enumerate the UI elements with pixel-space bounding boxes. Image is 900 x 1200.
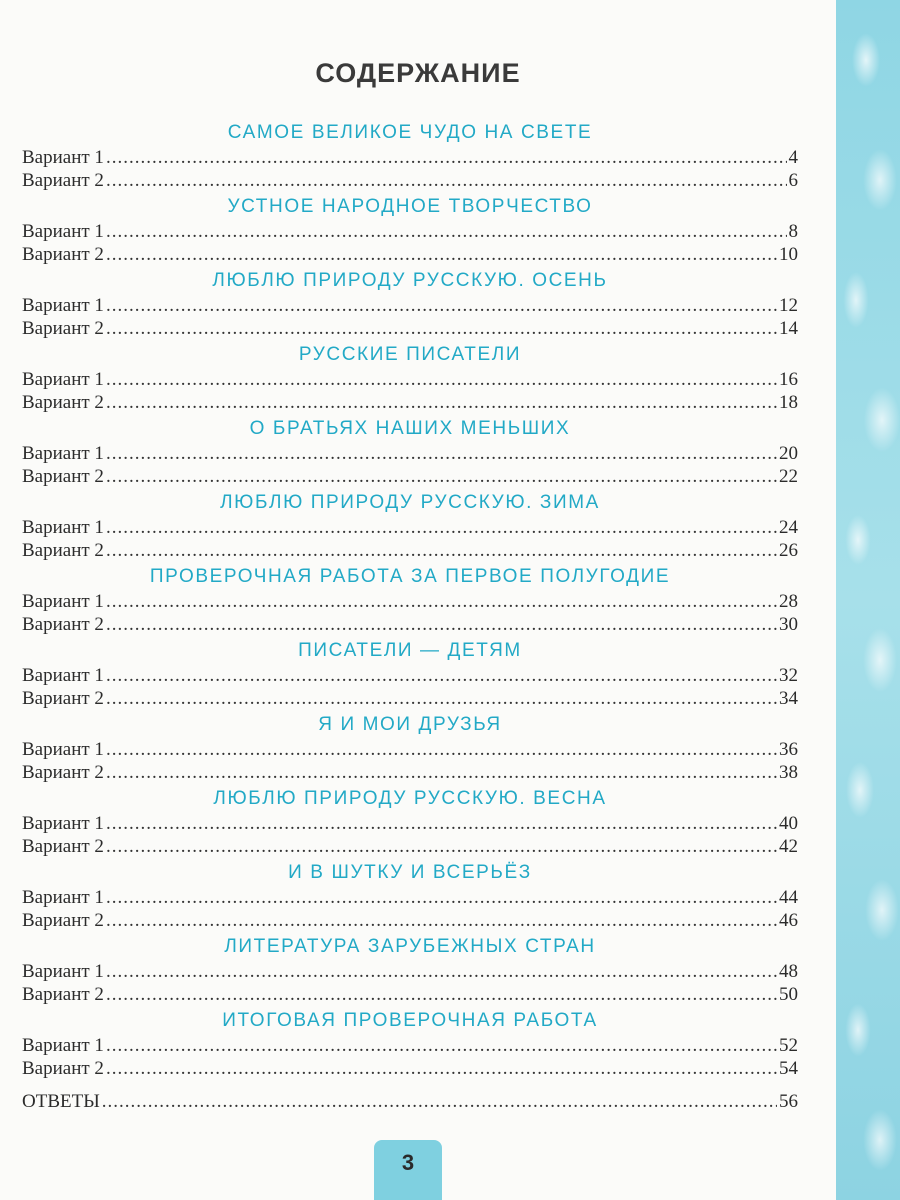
toc-entry-page: 18	[779, 392, 798, 413]
toc-entry-page: 26	[779, 540, 798, 561]
toc-entry-page: 16	[779, 369, 798, 390]
toc-entry[interactable]	[22, 960, 798, 983]
toc-entry-label: Вариант 1	[22, 221, 104, 242]
dot-leader	[106, 886, 777, 909]
dot-leader	[106, 664, 777, 687]
section-heading: САМОЕ ВЕЛИКОЕ ЧУДО НА СВЕТЕ	[227, 122, 593, 143]
toc-entry-label: Вариант 1	[22, 665, 104, 686]
toc-entry-page: 32	[779, 665, 798, 686]
toc-entry-label: Вариант 1	[22, 1035, 104, 1056]
toc-entry-page: 52	[779, 1035, 798, 1056]
toc-entry-label: Вариант 1	[22, 443, 104, 464]
dot-leader	[106, 761, 777, 784]
toc-entry-label: Вариант 1	[22, 517, 104, 538]
toc-entry-page: 12	[779, 295, 798, 316]
toc-entry[interactable]	[22, 442, 798, 465]
dot-leader	[106, 539, 777, 562]
dot-leader	[106, 169, 787, 192]
toc-entry-page: 22	[779, 466, 798, 487]
toc-entry-label: Вариант 2	[22, 392, 104, 413]
toc-entry-label: Вариант 1	[22, 591, 104, 612]
answers-page: 56	[779, 1091, 798, 1112]
toc-entry[interactable]	[22, 983, 798, 1006]
section-heading: И В ШУТКУ И ВСЕРЬЁЗ	[288, 862, 532, 883]
toc-entry[interactable]	[22, 909, 798, 932]
toc-entry-page: 42	[779, 836, 798, 857]
dot-leader	[106, 1034, 777, 1057]
toc-entry[interactable]	[22, 368, 798, 391]
toc-entry-label: Вариант 2	[22, 836, 104, 857]
toc-entry[interactable]	[22, 664, 798, 687]
section-heading: ПРОВЕРОЧНАЯ РАБОТА ЗА ПЕРВОЕ ПОЛУГОДИЕ	[149, 566, 671, 587]
section-heading: УСТНОЕ НАРОДНОЕ ТВОРЧЕСТВО	[227, 196, 593, 217]
toc-entry-label: Вариант 2	[22, 762, 104, 783]
toc-entry[interactable]	[22, 1034, 798, 1057]
toc-entry-page: 40	[779, 813, 798, 834]
toc-entry[interactable]	[22, 613, 798, 636]
toc-entry-label: Вариант 2	[22, 688, 104, 709]
table-of-contents	[22, 118, 798, 1113]
dot-leader	[106, 146, 787, 169]
toc-entry-page: 10	[779, 244, 798, 265]
toc-entry[interactable]	[22, 146, 798, 169]
toc-entry-page: 34	[779, 688, 798, 709]
dot-leader	[106, 835, 777, 858]
section-heading: ПИСАТЕЛИ — ДЕТЯМ	[298, 640, 522, 661]
dot-leader	[106, 294, 777, 317]
dot-leader	[106, 442, 777, 465]
dot-leader	[106, 516, 777, 539]
dot-leader	[106, 243, 777, 266]
toc-entry[interactable]	[22, 294, 798, 317]
toc-entry-label: Вариант 1	[22, 739, 104, 760]
toc-entry-page: 30	[779, 614, 798, 635]
toc-entry[interactable]	[22, 516, 798, 539]
toc-entry[interactable]	[22, 169, 798, 192]
section-heading: ИТОГОВАЯ ПРОВЕРОЧНАЯ РАБОТА	[222, 1010, 598, 1031]
toc-entry[interactable]	[22, 391, 798, 414]
dot-leader	[106, 983, 777, 1006]
dot-leader	[106, 391, 777, 414]
toc-entry[interactable]	[22, 220, 798, 243]
section-heading: О БРАТЬЯХ НАШИХ МЕНЬШИХ	[249, 418, 571, 439]
toc-entry[interactable]	[22, 465, 798, 488]
answers-label: ОТВЕТЫ	[22, 1091, 100, 1112]
page-title: СОДЕРЖАНИЕ	[315, 58, 521, 88]
toc-entry[interactable]	[22, 590, 798, 613]
toc-entry-page: 54	[779, 1058, 798, 1079]
toc-entry-label: Вариант 2	[22, 318, 104, 339]
dot-leader	[106, 465, 777, 488]
toc-entry-label: Вариант 1	[22, 295, 104, 316]
toc-entry-page: 50	[779, 984, 798, 1005]
toc-entry[interactable]	[22, 243, 798, 266]
toc-entry-label: Вариант 2	[22, 984, 104, 1005]
toc-entry[interactable]	[22, 317, 798, 340]
toc-entry[interactable]	[22, 1057, 798, 1080]
toc-entry[interactable]	[22, 687, 798, 710]
toc-entry-page: 8	[788, 221, 798, 242]
toc-entry-label: Вариант 2	[22, 540, 104, 561]
toc-entry[interactable]	[22, 738, 798, 761]
section-heading: РУССКИЕ ПИСАТЕЛИ	[298, 344, 522, 365]
section-heading: ЛЮБЛЮ ПРИРОДУ РУССКУЮ. ВЕСНА	[213, 788, 607, 809]
decorative-leaf-band	[836, 0, 900, 1200]
section-heading: ЛЮБЛЮ ПРИРОДУ РУССКУЮ. ОСЕНЬ	[212, 270, 608, 291]
toc-entry[interactable]	[22, 835, 798, 858]
dot-leader	[106, 812, 777, 835]
section-heading: ЛЮБЛЮ ПРИРОДУ РУССКУЮ. ЗИМА	[220, 492, 600, 513]
toc-entry[interactable]	[22, 539, 798, 562]
toc-entry-label: Вариант 1	[22, 147, 104, 168]
toc-entry-label: Вариант 1	[22, 887, 104, 908]
toc-entry[interactable]	[22, 761, 798, 784]
toc-entry[interactable]	[22, 886, 798, 909]
section-heading: ЛИТЕРАТУРА ЗАРУБЕЖНЫХ СТРАН	[224, 936, 596, 957]
dot-leader	[106, 613, 777, 636]
toc-entry-label: Вариант 2	[22, 1058, 104, 1079]
toc-entry-page: 6	[788, 170, 798, 191]
toc-entry-page: 46	[779, 910, 798, 931]
dot-leader	[106, 687, 777, 710]
dot-leader	[106, 220, 787, 243]
toc-entry-page: 38	[779, 762, 798, 783]
page-number: 3	[401, 1150, 415, 1175]
toc-entry-label: Вариант 2	[22, 170, 104, 191]
dot-leader	[106, 960, 777, 983]
toc-entry-page: 20	[779, 443, 798, 464]
toc-entry-label: Вариант 1	[22, 369, 104, 390]
toc-entry-label: Вариант 2	[22, 910, 104, 931]
toc-entry-page: 28	[779, 591, 798, 612]
dot-leader	[106, 909, 777, 932]
toc-entry-label: Вариант 2	[22, 614, 104, 635]
toc-entry-label: Вариант 2	[22, 466, 104, 487]
toc-entry-answers[interactable]	[22, 1090, 798, 1113]
toc-entry-page: 24	[779, 517, 798, 538]
dot-leader	[106, 368, 777, 391]
toc-entry-label: Вариант 1	[22, 961, 104, 982]
toc-entry[interactable]	[22, 812, 798, 835]
toc-entry-page: 4	[788, 147, 798, 168]
toc-entry-label: Вариант 1	[22, 813, 104, 834]
dot-leader	[106, 738, 777, 761]
toc-entry-page: 36	[779, 739, 798, 760]
toc-entry-page: 14	[779, 318, 798, 339]
section-heading: Я И МОИ ДРУЗЬЯ	[318, 714, 502, 735]
toc-entry-page: 44	[779, 887, 798, 908]
toc-entry-label: Вариант 2	[22, 244, 104, 265]
dot-leader	[106, 317, 777, 340]
dot-leader	[106, 1057, 777, 1080]
dot-leader	[102, 1090, 777, 1113]
dot-leader	[106, 590, 777, 613]
toc-entry-page: 48	[779, 961, 798, 982]
